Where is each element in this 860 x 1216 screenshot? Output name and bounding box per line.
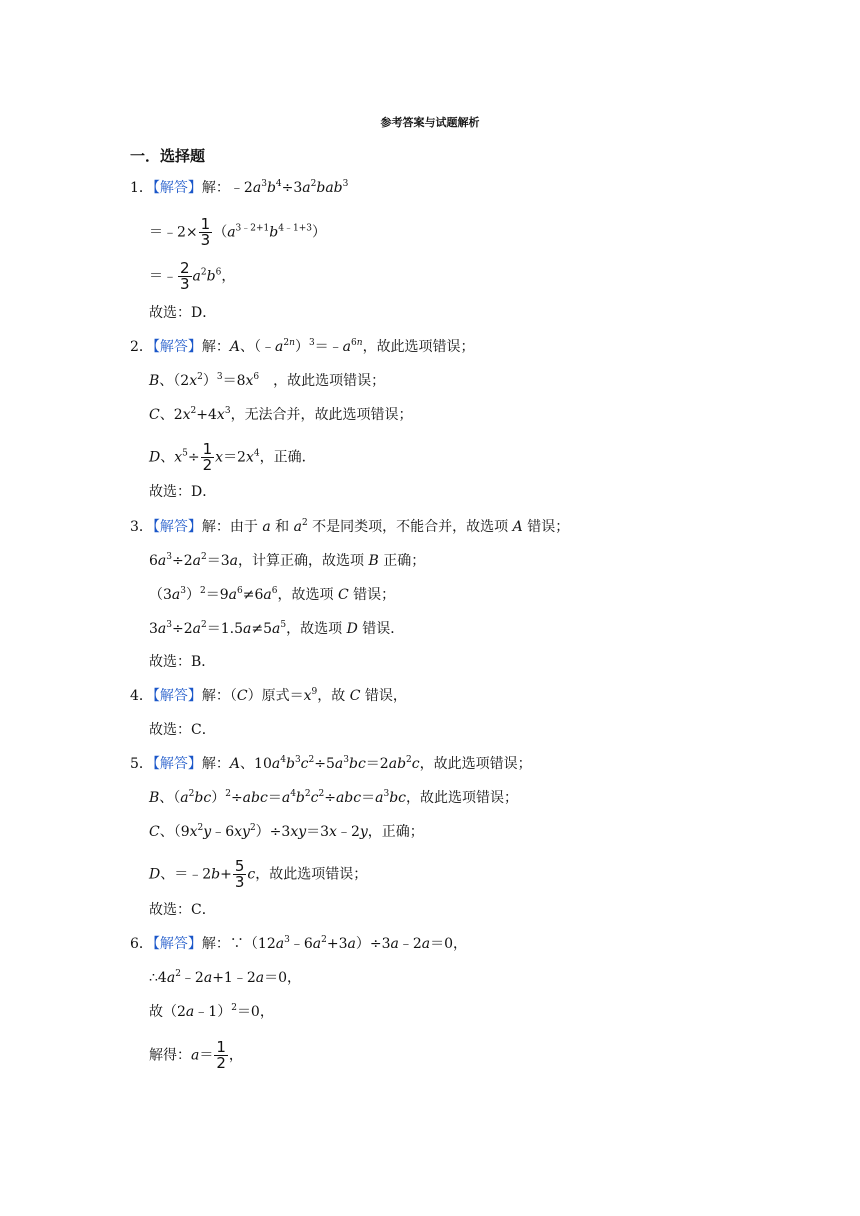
q3-choice: 故选：B． <box>149 654 216 670</box>
q1-line-2: ＝﹣2× $\frac{1}{3}$ $(a^{3﹣2+1}b^{4﹣1+3})$ <box>149 215 326 249</box>
q5-line-4: D、＝﹣2b+ $\frac{5}{3}$ c，故此选项错误； <box>149 857 368 891</box>
q2-line-1: 2．【解答】解：A、$(﹣a^{2n})^3=﹣a^{6n}$，故此选项错误； <box>130 338 475 355</box>
fraction: $\frac{5}{3}$ <box>234 857 245 891</box>
q4-choice: 故选：C． <box>149 722 216 738</box>
fraction: $\frac{1}{3}$ <box>200 215 211 249</box>
page-title: 参考答案与试题解析 <box>380 116 480 129</box>
q2-line-2: B、$(2x^2)^3=8x^6$ ，故此选项错误； <box>149 372 386 389</box>
q2-line-3: C、$2x^2+4x^3$，无法合并，故此选项错误； <box>149 406 413 423</box>
q5-choice: 故选：C． <box>149 902 216 918</box>
q6-line-1: 6．【解答】解：$\because(12a^3﹣6a^2+3a)\div 3a﹣2a=0$， <box>130 935 468 952</box>
section-heading: 一．选择题 <box>130 147 206 165</box>
q2-choice: 故选：D． <box>149 484 217 500</box>
q5-line-3: C、$(9x^2y﹣6xy^2)\div 3xy=3x﹣2y$，正确； <box>149 823 424 840</box>
q1-line-1: 1．【解答】解：$﹣2a^3b^4\div 3a^2bab^3$ <box>130 179 349 196</box>
q6-line-2: $\therefore 4a^2﹣2a+1﹣2a=0$， <box>149 969 302 986</box>
q2-line-4: D、$x^5\div$ $\frac{1}{2}$ $x=2x^4$，正确． <box>149 440 316 474</box>
q3-line-2: $6a^3\div 2a^2=3a$，计算正确，故选项 B 正确； <box>149 552 426 569</box>
q3-line-1: 3．【解答】解：由于 a 和 $a^2$ 不是同类项，不能合并，故选项 A 错误； <box>130 518 570 535</box>
q5-line-1: 5．【解答】解：A、$10a^4b^3c^2\div 5a^3bc=2ab^2c$，故此选项错误； <box>130 755 532 772</box>
fraction: $\frac{1}{2}$ <box>216 1038 226 1072</box>
q4-line-1: 4．【解答】解：（C）原式$=x^9$，故 C 错误， <box>130 687 407 704</box>
q1-line-3: ＝﹣ $\frac{2}{3}$ $a^2b^6$， <box>149 259 236 293</box>
fraction: $\frac{1}{2}$ <box>202 440 213 474</box>
q3-line-4: $3a^3\div 2a^2=1.5a\ne 5a^5$，故选项 D 错误． <box>149 620 405 637</box>
answer-tag: 【解答】 <box>152 180 202 196</box>
fraction: $\frac{2}{3}$ <box>180 259 190 293</box>
q5-line-2: B、$(a^2bc)^2\div abc=a^4b^2c^2\div abc=a^3bc$，故此选项错误； <box>149 789 518 806</box>
q6-line-3: 故（2a﹣1）$^2$＝0， <box>149 1003 274 1020</box>
q1-choice: 故选：D． <box>149 305 217 321</box>
q6-line-4: 解得：a＝ $\frac{1}{2}$ ， <box>149 1038 243 1072</box>
q3-line-3: $(3a^3)^2=9a^6\ne 6a^6$，故选项 C 错误； <box>149 586 396 603</box>
